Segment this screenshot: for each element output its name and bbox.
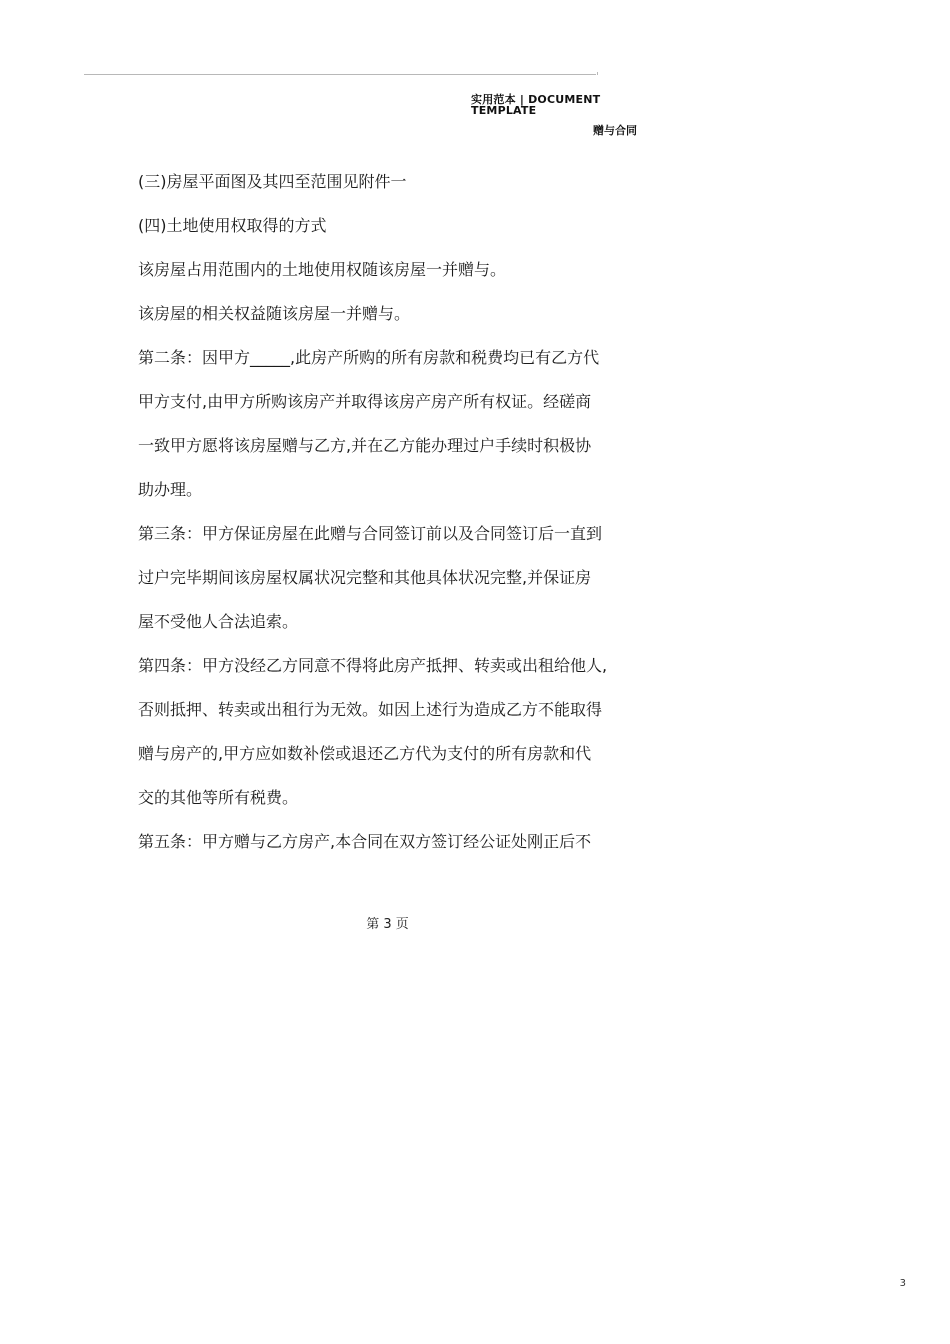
body-line: 助办理。 bbox=[138, 480, 203, 499]
body-line: 第五条：甲方赠与乙方房产,本合同在双方签订经公证处刚正后不 bbox=[138, 832, 592, 851]
header-divider bbox=[84, 74, 596, 75]
body-line: (四)土地使用权取得的方式 bbox=[138, 216, 327, 235]
body-line: 交的其他等所有税费。 bbox=[138, 788, 299, 807]
body-line: 赠与房产的,甲方应如数补偿或退还乙方代为支付的所有房款和代 bbox=[138, 744, 592, 763]
body-line: 该房屋占用范围内的土地使用权随该房屋一并赠与。 bbox=[138, 260, 507, 279]
body-line: 第三条：甲方保证房屋在此赠与合同签订前以及合同签订后一直到 bbox=[138, 524, 603, 543]
header-document-title: 赠与合同 bbox=[593, 124, 637, 137]
body-line: 第二条：因甲方_____,此房产所购的所有房款和税费均已有乙方代 bbox=[138, 348, 600, 367]
body-line: 屋不受他人合法追索。 bbox=[138, 612, 299, 631]
body-line: 否则抵押、转卖或出租行为无效。如因上述行为造成乙方不能取得 bbox=[138, 700, 603, 719]
page-number-label: 第 3 页 bbox=[366, 917, 409, 932]
corner-page-number: 3 bbox=[899, 1278, 906, 1289]
body-line: 该房屋的相关权益随该房屋一并赠与。 bbox=[138, 304, 411, 323]
header-divider-end bbox=[594, 72, 598, 75]
body-line: 甲方支付,由甲方所购该房产并取得该房产房产所有权证。经磋商 bbox=[138, 392, 592, 411]
header-brand: 实用范本 | DOCUMENT TEMPLATE bbox=[471, 93, 601, 117]
body-line: (三)房屋平面图及其四至范围见附件一 bbox=[138, 172, 407, 191]
document-body bbox=[138, 160, 658, 864]
body-line: 过户完毕期间该房屋权属状况完整和其他具体状况完整,并保证房 bbox=[138, 568, 592, 587]
body-line: 一致甲方愿将该房屋赠与乙方,并在乙方能办理过户手续时积极协 bbox=[138, 436, 592, 455]
body-line: 第四条：甲方没经乙方同意不得将此房产抵押、转卖或出租给他人, bbox=[138, 656, 608, 675]
